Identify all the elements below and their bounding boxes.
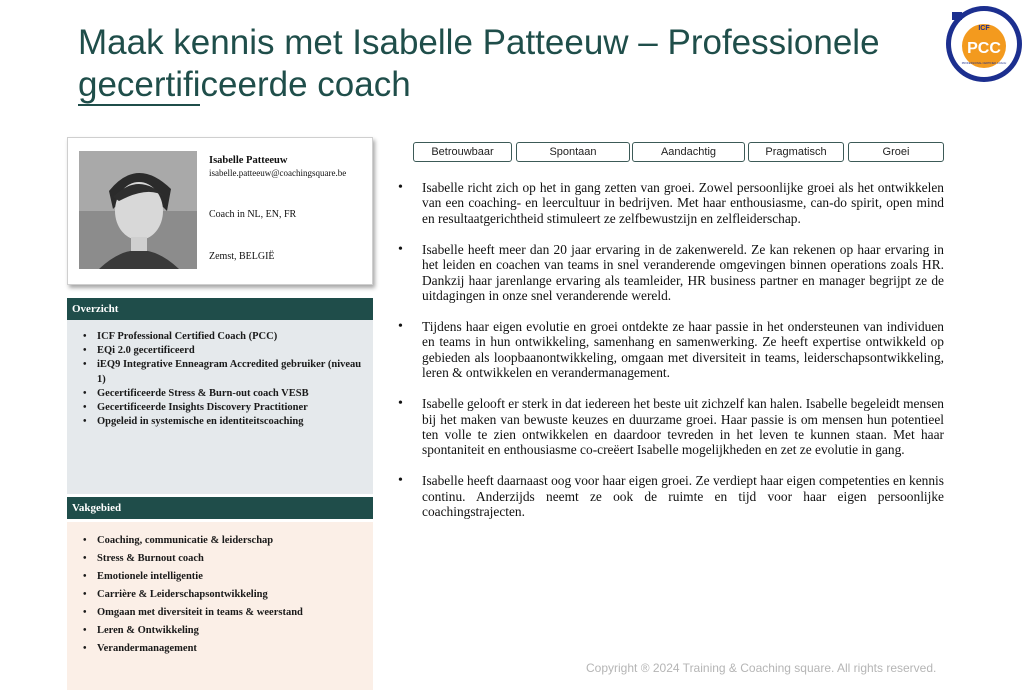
profile-email[interactable]: isabelle.patteeuw@coachingsquare.be [209, 168, 347, 178]
list-item: • Leren & Ontwikkeling [83, 622, 365, 640]
tag-aandachtig: Aandachtig [632, 142, 745, 162]
badge-abbr: PCC [967, 40, 1001, 57]
bio-paragraph: • Isabelle richt zich op het in gang zetten van groei. Zowel persoonlijke groei als het ontwikkelen van een coaching- en leercultuur in bedrijven. Met haar enthousiasme, can-do spirit, open mind en resultaatgerichtheid stimuleert ze zelfbewustzijn en zelfleiderschap. [398, 180, 944, 226]
tag-pragmatisch: Pragmatisch [748, 142, 844, 162]
list-item: • ICF Professional Certified Coach (PCC) [83, 330, 365, 344]
tag-groei: Groei [848, 142, 944, 162]
overview-panel [67, 320, 373, 494]
list-item: • Stress & Burnout coach [83, 550, 365, 568]
page-title: Maak kennis met Isabelle Patteeuw – Professionele gecertificeerde coach [78, 23, 880, 104]
list-item: • Gecertificeerde Stress & Burn-out coach VESB [83, 387, 365, 401]
list-item: • Opgeleid in systemische en identiteitscoaching [83, 415, 365, 429]
badge-caption: PROFESSIONAL CERTIFIED COACH [961, 62, 1007, 65]
bio-paragraph: • Tijdens haar eigen evolutie en groei ontdekte ze haar passie in het ondersteunen van individuen en teams in hun ontwikkeling, samenhang en samenwerking. Ze heeft expertise ontwikkeld op gebieden als loopbaanontwikkeling, omgaan met diversiteit in teams, leiderschapsontwikkeling, leren & ontwikkelen en verandermanagement. [398, 319, 944, 381]
badge-org: ICF [978, 25, 990, 32]
overview-heading: Overzicht [67, 298, 373, 320]
list-item: • Gecertificeerde Insights Discovery Practitioner [83, 401, 365, 415]
profile-photo [79, 151, 197, 269]
bio-paragraphs [398, 180, 944, 535]
pcc-badge-icon [944, 4, 1024, 84]
expertise-heading: Vakgebied [67, 497, 373, 519]
bio-paragraph: • Isabelle heeft meer dan 20 jaar ervaring in de zakenwereld. Ze kan rekenen op haar ervaring in het leiden en coachen van teams in snel veranderende omgevingen binnen operations zoals HR. Dankzij haar jarenlange ervaring als teamleider, HR business partner en manager begrijpt ze de uitdagingen in onze snel veranderende wereld. [398, 242, 944, 304]
list-item: • Coaching, communicatie & leiderschap [83, 532, 365, 550]
list-item: • Emotionele intelligentie [83, 568, 365, 586]
list-item: • Verandermanagement [83, 640, 365, 658]
profile-card [67, 137, 373, 285]
bio-paragraph: • Isabelle heeft daarnaast oog voor haar eigen groei. Ze verdiept haar eigen competenties en kennis continu. Anderzijds neemt ze ook de ruimte en tijd voor haar eigen persoonlijke coachingstrajecten. [398, 473, 944, 519]
copyright-notice: Copyright ® 2024 Training & Coaching square. All rights reserved. [586, 661, 937, 675]
title-underline [78, 104, 200, 106]
list-item: • EQi 2.0 gecertificeerd [83, 344, 365, 358]
bio-paragraph: • Isabelle gelooft er sterk in dat iedereen het beste uit zichzelf kan halen. Isabelle begeleidt mensen bij het maken van bewuste keuzes en duurzame groei. Haar passie is om mensen hun potentieel ten volle te zien ontwikkelen en daardoor tevreden in het leven te kunnen staan. Met haar spontaniteit en enthousiasme co-creëert Isabelle mogelijkheden en zet ze evolutie in gang. [398, 396, 944, 458]
profile-languages: Coach in NL, EN, FR [209, 209, 297, 220]
list-item: • iEQ9 Integrative Enneagram Accredited gebruiker (niveau 1) [83, 358, 365, 386]
list-item: • Carrière & Leiderschapsontwikkeling [83, 586, 365, 604]
expertise-panel [67, 522, 373, 690]
tag-spontaan: Spontaan [516, 142, 630, 162]
list-item: • Omgaan met diversiteit in teams & weerstand [83, 604, 365, 622]
profile-location: Zemst, BELGIË [209, 251, 275, 262]
profile-name: Isabelle Patteeuw [209, 155, 288, 166]
tag-betrouwbaar: Betrouwbaar [413, 142, 512, 162]
